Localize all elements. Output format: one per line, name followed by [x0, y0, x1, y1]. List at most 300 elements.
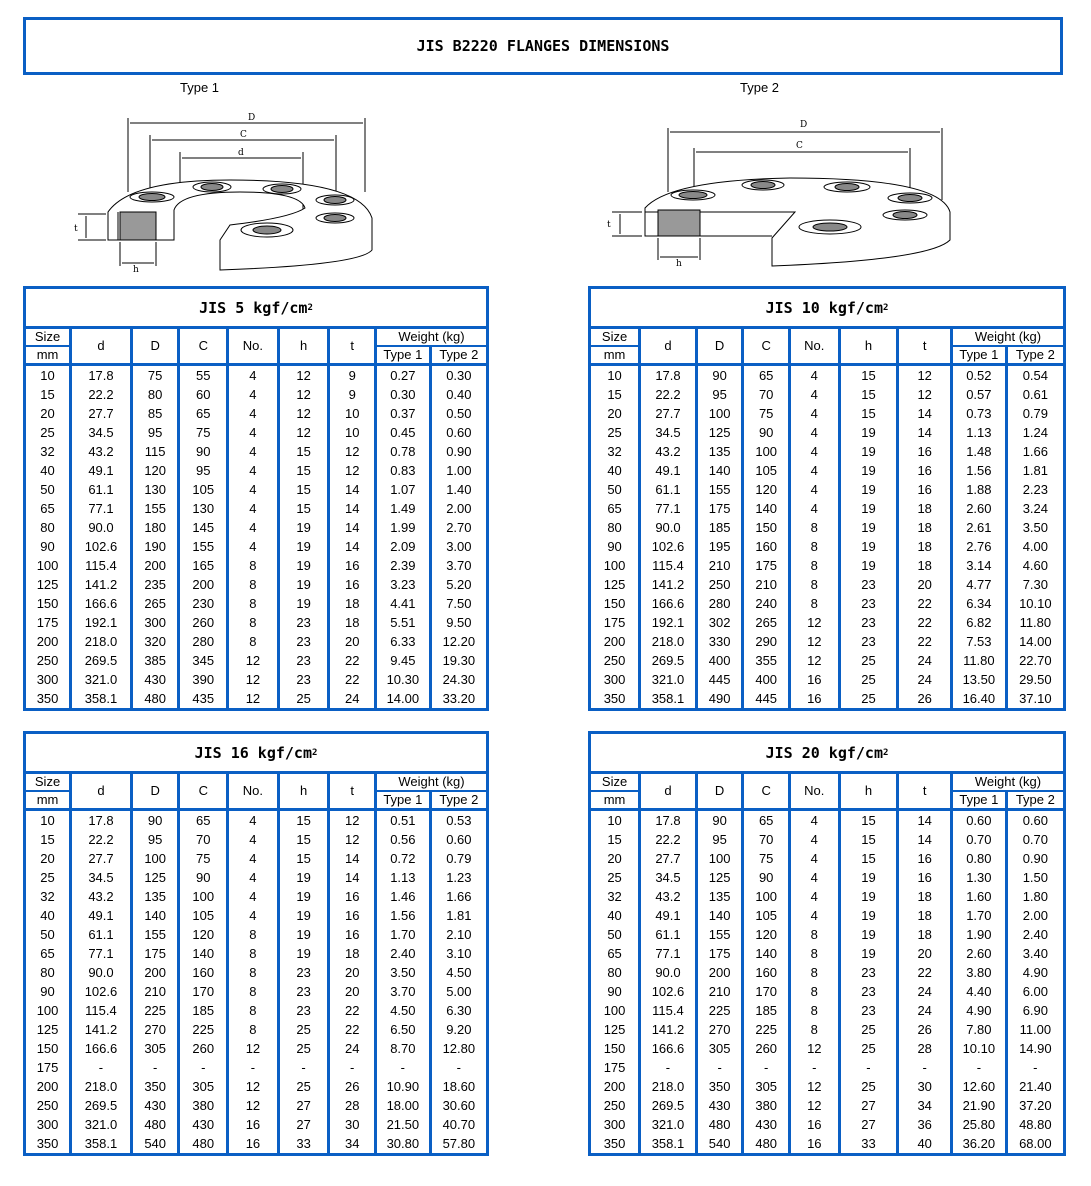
table-cell: 175 [26, 1058, 71, 1077]
jis-20-table [588, 731, 1066, 1156]
header-type2: Type 2 [1006, 791, 1063, 810]
table-cell: 18 [329, 944, 376, 963]
table-row [26, 480, 486, 499]
table-cell: - [1033, 1060, 1038, 1075]
table-cell: 19.30 [442, 653, 476, 668]
table-cell: 140 [131, 906, 179, 925]
table-cell: 77.1 [640, 499, 697, 518]
table-cell: 3.50 [1022, 520, 1048, 535]
header-D: D [696, 329, 743, 365]
table-row [591, 537, 1063, 556]
table-cell: 260 [743, 1039, 790, 1058]
table-cell: 12 [789, 1077, 839, 1096]
table-cell: 77.1 [71, 499, 132, 518]
table-row [591, 944, 1063, 963]
table-cell: 250 [591, 1096, 640, 1115]
table-cell: 150 [26, 1039, 71, 1058]
table-cell: 60 [179, 385, 228, 404]
table-cell: 210 [696, 556, 743, 575]
table-cell: 16 [898, 461, 952, 480]
table-cell: 10 [329, 423, 376, 442]
table-cell: 9 [329, 365, 376, 386]
table-cell: 19 [839, 518, 898, 537]
table-cell: 14 [329, 849, 376, 868]
table-cell: 90.0 [640, 963, 697, 982]
table-cell: 9.50 [446, 615, 472, 630]
table-cell: 135 [696, 442, 743, 461]
header-size: Size [26, 329, 71, 346]
table-cell: 1.50 [1022, 870, 1048, 885]
table-cell: 19 [278, 575, 329, 594]
table-cell: 27 [839, 1096, 898, 1115]
table-cell: - [839, 1058, 898, 1077]
header-h: h [839, 774, 898, 810]
table-cell: 4 [789, 499, 839, 518]
header-no: No. [789, 774, 839, 810]
table-cell: 1.66 [446, 889, 472, 904]
table-row [26, 944, 486, 963]
table-cell: 25 [278, 1039, 329, 1058]
table-cell: 192.1 [71, 613, 132, 632]
flange-table [591, 329, 1063, 708]
table-cell: 141.2 [640, 1020, 697, 1039]
table-cell: 29.50 [1019, 672, 1052, 687]
table-cell: 225 [131, 1001, 179, 1020]
table-cell: 2.39 [376, 556, 431, 575]
table-cell: 192.1 [640, 613, 697, 632]
table-cell: 4 [228, 810, 279, 831]
table-cell: 20 [591, 849, 640, 868]
table-cell: 50 [26, 925, 71, 944]
table-cell: 70 [179, 830, 228, 849]
table-cell: 540 [131, 1134, 179, 1153]
table-cell: 150 [743, 518, 790, 537]
table-cell: 12 [329, 442, 376, 461]
table-cell: 1.60 [952, 887, 1007, 906]
table-cell: 12.60 [952, 1077, 1007, 1096]
table-cell: 305 [743, 1077, 790, 1096]
table-cell: 3.23 [376, 575, 431, 594]
dim-C-label: C [240, 130, 247, 140]
table-cell: 16 [789, 689, 839, 708]
table-cell: 3.10 [446, 946, 472, 961]
table-cell: 49.1 [71, 461, 132, 480]
table-cell: 90 [743, 423, 790, 442]
header-D: D [131, 329, 179, 365]
table-row [26, 925, 486, 944]
table-row [591, 423, 1063, 442]
table-cell: 3.40 [1022, 946, 1048, 961]
table-cell: 15 [26, 830, 71, 849]
table-cell: 0.90 [446, 444, 472, 459]
table-cell: 345 [179, 651, 228, 670]
table-cell: 26 [898, 1020, 952, 1039]
table-cell: 22 [329, 1001, 376, 1020]
table-cell: 9.20 [446, 1022, 472, 1037]
header-type2: Type 2 [1006, 346, 1063, 365]
header-C: C [179, 774, 228, 810]
table-cell: 85 [131, 404, 179, 423]
table-cell: 22 [898, 594, 952, 613]
table-cell: 90 [696, 810, 743, 831]
table-cell: 8 [789, 963, 839, 982]
table-cell: 8 [228, 925, 279, 944]
table-cell: 166.6 [640, 1039, 697, 1058]
table-cell: 23 [839, 963, 898, 982]
table-cell: 16 [898, 849, 952, 868]
table-cell: 22 [898, 613, 952, 632]
table-cell: 95 [131, 830, 179, 849]
table-cell: 185 [179, 1001, 228, 1020]
table-row [591, 1134, 1063, 1153]
table-title-text: JIS 5 kgf/cm [199, 298, 308, 317]
table-cell: 0.30 [446, 368, 472, 383]
table-cell: 0.79 [446, 851, 472, 866]
table-cell: 19 [278, 594, 329, 613]
header-type2: Type 2 [430, 346, 486, 365]
table-cell: 100 [696, 404, 743, 423]
table-cell: 17.8 [640, 365, 697, 386]
table-cell: 445 [743, 689, 790, 708]
table-cell: 15 [278, 830, 329, 849]
table-cell: 2.10 [446, 927, 472, 942]
table-cell: 20 [329, 982, 376, 1001]
table-cell: 350 [591, 1134, 640, 1153]
table-cell: 20 [591, 404, 640, 423]
table-row [591, 906, 1063, 925]
table-cell: 6.00 [1022, 984, 1048, 999]
table-cell: 33 [839, 1134, 898, 1153]
table-cell: 269.5 [640, 651, 697, 670]
table-cell: 265 [131, 594, 179, 613]
table-cell: 8 [228, 1001, 279, 1020]
table-cell: 0.72 [376, 849, 431, 868]
table-cell: 15 [26, 385, 71, 404]
table-cell: 380 [743, 1096, 790, 1115]
table-cell: 140 [743, 944, 790, 963]
table-cell: 90 [26, 982, 71, 1001]
table-cell: 14 [898, 404, 952, 423]
table-cell: 302 [696, 613, 743, 632]
dim-t-label: t [607, 220, 611, 230]
table-cell: 350 [26, 689, 71, 708]
table-cell: 14 [329, 518, 376, 537]
table-cell: 12 [898, 385, 952, 404]
table-cell: 25 [839, 1077, 898, 1096]
table-cell: 16.40 [952, 689, 1007, 708]
table-cell: 16 [329, 556, 376, 575]
table-cell: 150 [591, 594, 640, 613]
table-cell: 300 [26, 670, 71, 689]
header-size: Size [26, 774, 71, 791]
header-weight: Weight (kg) [376, 774, 487, 791]
table-cell: 269.5 [71, 1096, 132, 1115]
table-cell: 20 [329, 963, 376, 982]
table-cell: 0.60 [952, 810, 1007, 831]
table-cell: 100 [131, 849, 179, 868]
table-cell: 115.4 [71, 1001, 132, 1020]
table-row [591, 1096, 1063, 1115]
table-row [591, 499, 1063, 518]
table-cell: 4 [228, 480, 279, 499]
table-cell: 4 [789, 365, 839, 386]
table-cell: 90.0 [71, 963, 132, 982]
table-cell: - [278, 1058, 329, 1077]
table-cell: 140 [179, 944, 228, 963]
table-cell: 1.90 [952, 925, 1007, 944]
table-cell: 265 [743, 613, 790, 632]
table-cell: 155 [131, 925, 179, 944]
table-cell: 175 [26, 613, 71, 632]
header-d: d [640, 329, 697, 365]
table-cell: 105 [743, 906, 790, 925]
table-cell: 33 [278, 1134, 329, 1153]
table-cell: 10 [591, 810, 640, 831]
flange-table [26, 774, 486, 1153]
table-row [26, 385, 486, 404]
table-cell: 1.49 [376, 499, 431, 518]
table-cell: 400 [696, 651, 743, 670]
table-cell: 30.80 [376, 1134, 431, 1153]
table-cell: 15 [839, 385, 898, 404]
table-cell: 225 [696, 1001, 743, 1020]
table-row [26, 1039, 486, 1058]
table-cell: - [743, 1058, 790, 1077]
table-cell: 24.30 [442, 672, 476, 687]
table-cell: 13.50 [952, 670, 1007, 689]
table-row [26, 906, 486, 925]
table-cell: 300 [591, 1115, 640, 1134]
jis-10-table [588, 286, 1066, 711]
table-row [591, 442, 1063, 461]
table-cell: 25 [839, 651, 898, 670]
table-cell: 80 [591, 518, 640, 537]
table-cell: 185 [696, 518, 743, 537]
table-cell: 7.30 [1022, 577, 1048, 592]
table-cell: 260 [179, 613, 228, 632]
table-cell: 22 [898, 963, 952, 982]
table-row [26, 1001, 486, 1020]
table-cell: 160 [179, 963, 228, 982]
table-cell: 8 [789, 1001, 839, 1020]
table-row [26, 887, 486, 906]
table-cell: 321.0 [640, 1115, 697, 1134]
table-cell: 210 [743, 575, 790, 594]
table-cell: 5.00 [446, 984, 472, 999]
table-cell: 10 [26, 810, 71, 831]
table-cell: 70 [743, 385, 790, 404]
table-cell: 7.50 [446, 596, 472, 611]
table-row [591, 556, 1063, 575]
table-cell: 32 [591, 442, 640, 461]
table-cell: 36 [898, 1115, 952, 1134]
table-cell: 15 [278, 442, 329, 461]
table-cell: 15 [278, 480, 329, 499]
table-cell: 25 [278, 1077, 329, 1096]
header-t: t [898, 774, 952, 810]
table-cell: 200 [591, 632, 640, 651]
table-cell: 49.1 [640, 906, 697, 925]
header-C: C [743, 774, 790, 810]
table-cell: 75 [743, 404, 790, 423]
table-cell: 350 [591, 689, 640, 708]
table-cell: 14 [329, 537, 376, 556]
table-cell: 18 [898, 556, 952, 575]
table-cell: 24 [898, 670, 952, 689]
table-cell: 14 [329, 868, 376, 887]
table-cell: 175 [131, 944, 179, 963]
table-row [591, 887, 1063, 906]
table-cell: 120 [131, 461, 179, 480]
table-cell: 4.50 [376, 1001, 431, 1020]
table-cell: 55 [179, 365, 228, 386]
table-cell: 6.90 [1022, 1003, 1048, 1018]
table-cell: 385 [131, 651, 179, 670]
table-cell: 14 [329, 480, 376, 499]
table-cell: 19 [839, 925, 898, 944]
table-cell: 0.54 [1022, 368, 1048, 383]
header-weight: Weight (kg) [376, 329, 487, 346]
table-cell: 30 [898, 1077, 952, 1096]
table-cell: 14.00 [1019, 634, 1052, 649]
table-cell: 0.37 [376, 404, 431, 423]
header-C: C [179, 329, 228, 365]
table-cell: 150 [591, 1039, 640, 1058]
table-cell: 19 [839, 499, 898, 518]
table-cell: 18 [329, 594, 376, 613]
table-cell: 18 [898, 537, 952, 556]
table-cell: 11.80 [1019, 615, 1052, 630]
table-row [26, 613, 486, 632]
table-cell: 16 [329, 887, 376, 906]
table-cell: 0.83 [376, 461, 431, 480]
table-cell: 155 [696, 925, 743, 944]
table-cell: 8 [228, 982, 279, 1001]
table-row [591, 594, 1063, 613]
table-cell: 12 [789, 1039, 839, 1058]
table-cell: 300 [131, 613, 179, 632]
table-cell: 25 [26, 868, 71, 887]
table-cell: 15 [839, 830, 898, 849]
header-t: t [329, 774, 376, 810]
table-cell: 20 [329, 632, 376, 651]
table-cell: 430 [179, 1115, 228, 1134]
table-cell: 16 [789, 1134, 839, 1153]
table-cell: 141.2 [640, 575, 697, 594]
table-cell: 34 [329, 1134, 376, 1153]
table-cell: 50 [26, 480, 71, 499]
table-cell: 102.6 [640, 982, 697, 1001]
table-cell: 40 [26, 461, 71, 480]
table-cell: 102.6 [71, 537, 132, 556]
table-cell: 100 [591, 1001, 640, 1020]
table-cell: 2.61 [952, 518, 1007, 537]
table-cell: 430 [131, 1096, 179, 1115]
table-title-superscript: 2 [882, 747, 889, 758]
table-cell: 4 [228, 499, 279, 518]
table-cell: 480 [131, 1115, 179, 1134]
table-cell: 250 [696, 575, 743, 594]
table-cell: 0.79 [1022, 406, 1048, 421]
table-cell: 240 [743, 594, 790, 613]
table-cell: 32 [26, 442, 71, 461]
table-title-superscript: 2 [882, 302, 889, 313]
table-cell: 358.1 [71, 1134, 132, 1153]
table-cell: 1.00 [446, 463, 472, 478]
table-cell: 90.0 [640, 518, 697, 537]
table-row [591, 689, 1063, 708]
table-cell: 50 [591, 480, 640, 499]
table-cell: 200 [591, 1077, 640, 1096]
header-no: No. [228, 774, 279, 810]
header-d: d [71, 774, 132, 810]
table-cell: 23 [839, 632, 898, 651]
table-cell: 8 [789, 537, 839, 556]
table-row [591, 670, 1063, 689]
table-cell: 2.70 [446, 520, 472, 535]
table-cell: 100 [743, 887, 790, 906]
header-h: h [278, 774, 329, 810]
table-cell: 22.2 [640, 830, 697, 849]
table-cell: 36.20 [952, 1134, 1007, 1153]
table-cell: 12 [228, 670, 279, 689]
jis-16-table [23, 731, 489, 1156]
table-cell: 12 [329, 810, 376, 831]
table-cell: - [131, 1058, 179, 1077]
table-row [26, 810, 486, 831]
table-cell: 0.90 [1022, 851, 1048, 866]
table-cell: 4.60 [1022, 558, 1048, 573]
table-cell: 28 [898, 1039, 952, 1058]
table-cell: 23 [278, 1001, 329, 1020]
table-cell: 1.80 [1022, 889, 1048, 904]
table-row [26, 830, 486, 849]
table-row [591, 1077, 1063, 1096]
table-cell: 150 [26, 594, 71, 613]
table-cell: 24 [329, 1039, 376, 1058]
table-cell: 22 [329, 651, 376, 670]
table-row [591, 365, 1063, 386]
table-cell: 115 [131, 442, 179, 461]
table-row [26, 499, 486, 518]
table-cell: 15 [278, 810, 329, 831]
table-cell: 140 [696, 906, 743, 925]
table-cell: 40.70 [442, 1117, 476, 1132]
table-row [26, 1058, 486, 1077]
flange-table [591, 774, 1063, 1153]
table-cell: 270 [696, 1020, 743, 1039]
table-cell: 26 [329, 1077, 376, 1096]
table-cell: 10 [329, 404, 376, 423]
table-cell: 10.30 [376, 670, 431, 689]
table-cell: 90 [26, 537, 71, 556]
table-cell: 7.80 [952, 1020, 1007, 1039]
table-cell: 210 [131, 982, 179, 1001]
table-row [26, 404, 486, 423]
table-title [26, 734, 486, 774]
table-cell: 25 [278, 689, 329, 708]
table-cell: 23 [278, 963, 329, 982]
table-cell: 95 [696, 385, 743, 404]
header-d: d [71, 329, 132, 365]
table-cell: 280 [179, 632, 228, 651]
table-cell: 15 [839, 810, 898, 831]
table-cell: 19 [839, 423, 898, 442]
table-cell: 1.13 [952, 423, 1007, 442]
table-title [26, 289, 486, 329]
table-cell: 18 [898, 499, 952, 518]
table-row [591, 480, 1063, 499]
